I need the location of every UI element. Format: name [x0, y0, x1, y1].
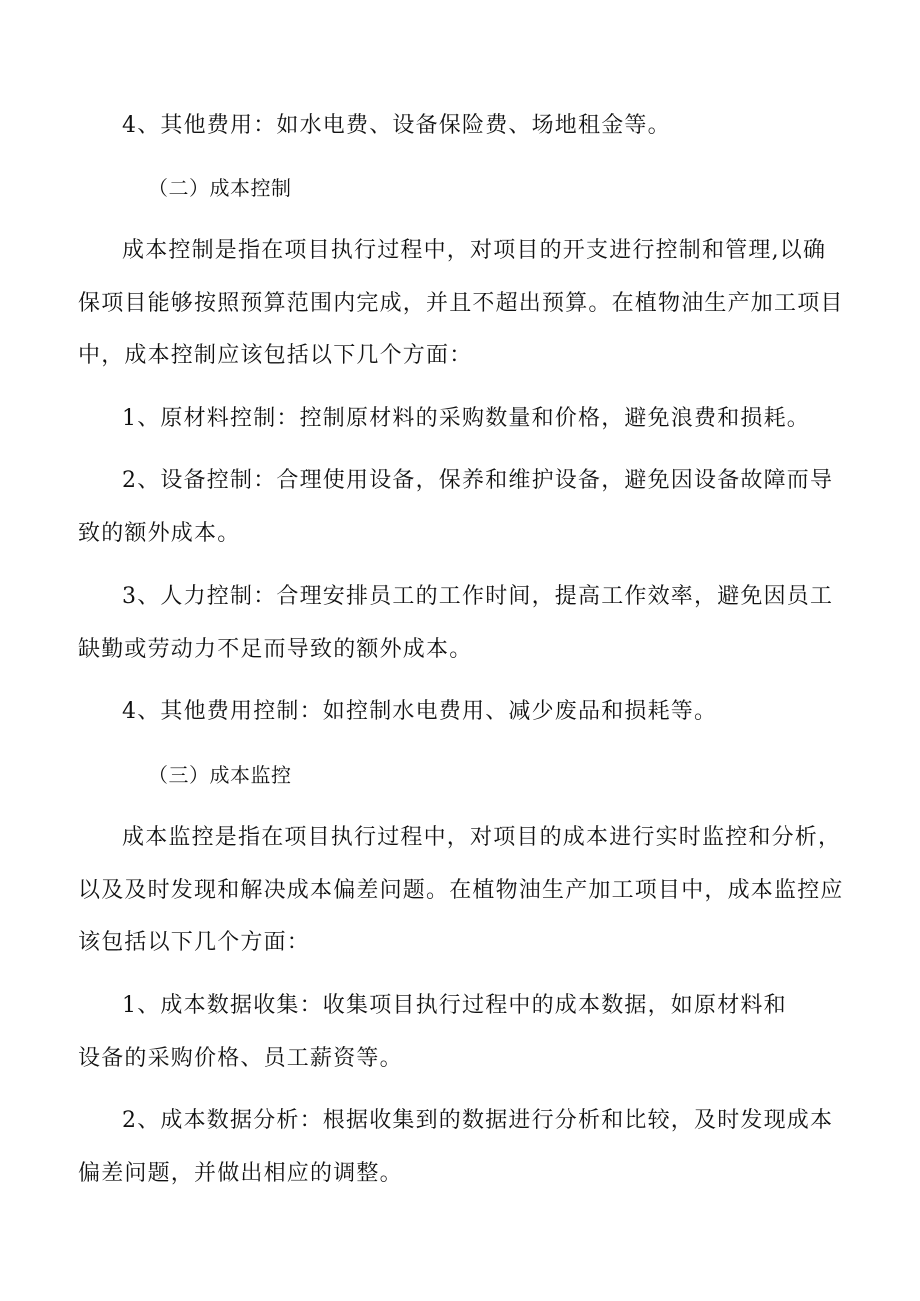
paragraph-line: 成本监控是指在项目执行过程中，对项目的成本进行实时监控和分析， [122, 825, 842, 850]
list-item-continuation: 设备的采购价格、员工薪资等。 [78, 1046, 403, 1071]
paragraph-line: 该包括以下几个方面： [78, 930, 311, 955]
list-item-other-cost-control: 4、其他费用控制：如控制水电费用、减少废品和损耗等。 [122, 699, 718, 724]
list-item-other-costs: 4、其他费用：如水电费、设备保险费、场地租金等。 [122, 113, 671, 138]
section-heading-cost-control: （二）成本控制 [148, 176, 292, 200]
list-item-continuation: 致的额外成本。 [78, 521, 241, 546]
list-item-continuation: 缺勤或劳动力不足而导致的额外成本。 [78, 637, 473, 662]
list-item-labor-control: 3、人力控制：合理安排员工的工作时间，提高工作效率，避免因员工 [122, 584, 834, 609]
paragraph-line: 保项目能够按照预算范围内完成，并且不超出预算。在植物油生产加工项目 [78, 291, 844, 316]
paragraph-line: 成本控制是指在项目执行过程中，对项目的开支进行控制和管理,以确 [122, 238, 827, 263]
paragraph-line: 以及及时发现和解决成本偏差问题。在植物油生产加工项目中，成本监控应 [78, 878, 844, 903]
list-item-data-collection: 1、成本数据收集：收集项目执行过程中的成本数据，如原材料和 [122, 993, 787, 1018]
list-item-data-analysis: 2、成本数据分析：根据收集到的数据进行分析和比较，及时发现成本 [122, 1108, 834, 1133]
section-heading-cost-monitoring: （三）成本监控 [148, 763, 292, 787]
paragraph-line: 中，成本控制应该包括以下几个方面： [78, 343, 473, 368]
list-item-equipment-control: 2、设备控制：合理使用设备，保养和维护设备，避免因设备故障而导 [122, 468, 834, 493]
list-item-raw-material-control: 1、原材料控制：控制原材料的采购数量和价格，避免浪费和损耗。 [122, 406, 810, 431]
list-item-continuation: 偏差问题，并做出相应的调整。 [78, 1161, 403, 1186]
